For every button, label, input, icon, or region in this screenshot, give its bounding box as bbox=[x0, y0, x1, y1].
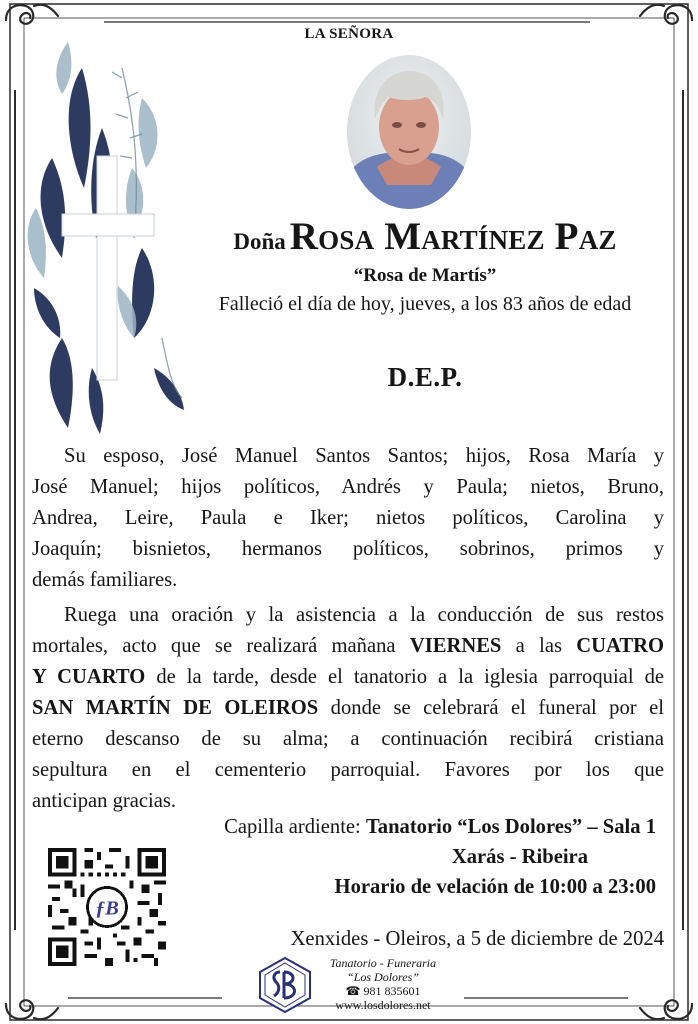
funeral-home-type: Tanatorio - Funeraria bbox=[329, 956, 437, 970]
chapel-info bbox=[140, 812, 656, 902]
family-line: Andrea, Leire, Paula e Iker; nietos políticos, Carolina y bbox=[32, 507, 664, 529]
cross-leaves-decoration bbox=[22, 38, 194, 438]
family-line: Su esposo, José Manuel Santos Santos; hijos, Rosa María y bbox=[64, 445, 664, 467]
funeral-home-info bbox=[300, 956, 466, 1012]
deceased-portrait bbox=[347, 55, 471, 209]
funeral-home-name: “Los Dolores” bbox=[347, 970, 419, 984]
family-line: Joaquín; bisnietos, hermanos políticos, sobrinos, primos y bbox=[32, 538, 664, 560]
service-paragraph bbox=[32, 600, 664, 817]
svg-text:ƒB: ƒB bbox=[95, 897, 119, 920]
honorific: Doña bbox=[233, 229, 286, 254]
service-line: mortales, acto que se realizará mañana VIERNES a las CUATRO bbox=[32, 635, 664, 657]
rip-text: D.E.P. bbox=[387, 362, 463, 392]
time-highlight: CUATRO bbox=[576, 635, 664, 657]
header-label: LA SEÑORA bbox=[304, 26, 394, 42]
day-highlight: VIERNES bbox=[409, 635, 502, 657]
service-line: SAN MARTÍN DE OLEIROS donde se celebrará el funeral por el bbox=[32, 697, 664, 719]
family-paragraph bbox=[32, 441, 664, 596]
service-line: eterno descanso de su alma; a continuación recibirá cristiana bbox=[32, 728, 664, 750]
full-name: Rosa Martínez Paz bbox=[289, 215, 617, 258]
death-notice: Falleció el día de hoy, jueves, a los 83 años de edad bbox=[218, 293, 632, 315]
funeral-home-website[interactable]: www.losdolores.net bbox=[335, 998, 431, 1012]
nickname: “Rosa de Martís” bbox=[353, 265, 497, 286]
service-line: Y CUARTO de la tarde, desde el tanatorio a la iglesia parroquial de bbox=[32, 666, 665, 688]
place-date: Xenxides - Oleiros, a 5 de diciembre de 2024 bbox=[290, 928, 664, 950]
chapel-label: Capilla ardiente: bbox=[224, 816, 361, 838]
time-highlight: Y CUARTO bbox=[32, 666, 146, 688]
deceased-name bbox=[195, 214, 655, 259]
chapel-hours: Horario de velación de 10:00 a 23:00 bbox=[334, 876, 656, 898]
service-line: Ruega una oración y la asistencia a la conducción de sus restos bbox=[64, 604, 664, 626]
funeral-home-phone: ☎ 981 835601 bbox=[345, 984, 421, 998]
service-line: anticipan gracias. bbox=[32, 790, 177, 812]
church-highlight: SAN MARTÍN DE OLEIROS bbox=[32, 697, 319, 719]
chapel-name: Tanatorio “Los Dolores” – Sala 1 bbox=[365, 816, 656, 838]
family-line: demás familiares. bbox=[32, 569, 178, 591]
phone-icon: ☎ bbox=[345, 984, 361, 998]
qr-code[interactable] bbox=[48, 848, 166, 966]
chapel-location: Xarás - Ribeira bbox=[451, 846, 588, 868]
service-line: sepultura en el cementerio parroquial. Favores por los que bbox=[32, 759, 664, 781]
family-line: José Manuel; hijos políticos, Andrés y Paula; nietos, Bruno, bbox=[32, 476, 664, 498]
